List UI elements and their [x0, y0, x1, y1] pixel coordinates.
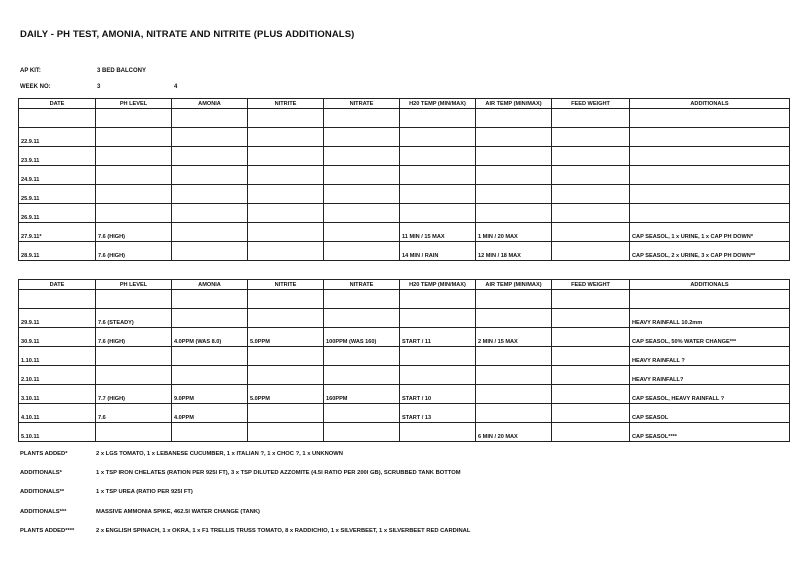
column-header: DATE	[19, 280, 96, 290]
column-header: AMONIA	[172, 280, 248, 290]
table-row	[19, 366, 790, 385]
table-row	[19, 347, 790, 366]
table-cell: 2 MIN / 15 MAX	[476, 328, 552, 347]
table-cell	[248, 166, 324, 185]
table-row	[19, 166, 790, 185]
table-cell	[630, 290, 790, 309]
table-cell	[248, 128, 324, 147]
ap-kit-value: 3 BED BALCONY	[97, 68, 147, 74]
column-header: ADDITIONALS	[630, 99, 790, 109]
table-cell: 6 MIN / 20 MAX	[476, 423, 552, 442]
table-cell	[400, 290, 476, 309]
table-cell	[400, 166, 476, 185]
date-cell: 2.10.11	[19, 366, 96, 385]
table-cell	[172, 109, 248, 128]
table-cell: CAP SEASOL, HEAVY RAINFALL ?	[630, 385, 790, 404]
table-cell	[552, 309, 630, 328]
table-cell	[172, 242, 248, 261]
table-cell	[630, 147, 790, 166]
column-header: ADDITIONALS	[630, 280, 790, 290]
table-cell: CAP SEASOL, 2 x URINE, 3 x CAP PH DOWN**	[630, 242, 790, 261]
table-cell	[248, 290, 324, 309]
week-label: WEEK NO:	[20, 84, 51, 90]
week-value-1: 3	[97, 84, 101, 90]
table-cell	[552, 347, 630, 366]
table-cell: CAP SEASOL	[630, 404, 790, 423]
table-cell	[552, 366, 630, 385]
table-cell	[552, 185, 630, 204]
table-cell	[552, 290, 630, 309]
table-cell	[96, 423, 172, 442]
table-cell	[248, 366, 324, 385]
table-cell	[248, 423, 324, 442]
table-row	[19, 128, 790, 147]
table-row	[19, 423, 790, 442]
table-cell	[172, 423, 248, 442]
column-header: H20 TEMP (MIN/MAX)	[400, 280, 476, 290]
table-cell	[324, 309, 400, 328]
table-cell	[96, 366, 172, 385]
note-row	[20, 528, 780, 547]
table-cell	[400, 423, 476, 442]
column-header: PH LEVEL	[96, 99, 172, 109]
table-cell	[630, 185, 790, 204]
table-cell	[476, 204, 552, 223]
table-cell	[552, 128, 630, 147]
table-cell: 100PPM (WAS 160)	[324, 328, 400, 347]
date-cell: 26.9.11	[19, 204, 96, 223]
table-cell	[552, 385, 630, 404]
table-cell	[400, 147, 476, 166]
note-label: ADDITIONALS*	[20, 470, 62, 477]
date-cell: 25.9.11	[19, 185, 96, 204]
table-cell: 7.6 (STEADY)	[96, 309, 172, 328]
table-cell	[96, 109, 172, 128]
table-cell	[552, 204, 630, 223]
table-cell	[476, 166, 552, 185]
date-cell: 24.9.11	[19, 166, 96, 185]
table-cell	[400, 347, 476, 366]
table-cell: START / 13	[400, 404, 476, 423]
table-row	[19, 328, 790, 347]
table-row	[19, 385, 790, 404]
table-cell	[248, 404, 324, 423]
table-cell: 7.6	[96, 404, 172, 423]
table-cell	[172, 128, 248, 147]
table-cell: 7.7 (HIGH)	[96, 385, 172, 404]
table-cell	[172, 290, 248, 309]
table-cell: 7.6 (HIGH)	[96, 328, 172, 347]
table-cell	[476, 366, 552, 385]
table-cell: 160PPM	[324, 385, 400, 404]
table-cell	[96, 290, 172, 309]
table-cell: START / 11	[400, 328, 476, 347]
table-cell	[324, 147, 400, 166]
date-cell	[19, 290, 96, 309]
table-cell: 11 MIN / 15 MAX	[400, 223, 476, 242]
note-row	[20, 509, 780, 528]
table-cell	[172, 185, 248, 204]
table-cell	[172, 366, 248, 385]
date-cell: 5.10.11	[19, 423, 96, 442]
table-row	[19, 290, 790, 309]
table-cell	[324, 404, 400, 423]
date-cell: 1.10.11	[19, 347, 96, 366]
table-cell	[476, 185, 552, 204]
date-cell: 28.9.11	[19, 242, 96, 261]
log-table-week-3	[18, 98, 790, 261]
table-cell: 1 MIN / 20 MAX	[476, 223, 552, 242]
table-cell	[96, 185, 172, 204]
page-title: DAILY - PH TEST, AMONIA, NITRATE AND NITRITE (PLUS ADDITIONALS)	[20, 29, 355, 40]
note-text: MASSIVE AMMONIA SPIKE, 462.5l WATER CHANGE (TANK)	[96, 508, 260, 515]
column-header: NITRITE	[248, 280, 324, 290]
table-row	[19, 309, 790, 328]
column-header: NITRATE	[324, 99, 400, 109]
table-cell	[400, 109, 476, 128]
table-cell	[172, 166, 248, 185]
table-cell	[552, 147, 630, 166]
note-row	[20, 470, 780, 489]
table-cell	[324, 128, 400, 147]
table-row	[19, 242, 790, 261]
table-cell	[476, 404, 552, 423]
table-cell	[324, 290, 400, 309]
table-row	[19, 204, 790, 223]
note-text: 1 x TSP IRON CHELATES (RATION PER 925l FT), 3 x TSP DILUTED AZZOMITE (4.5l RATIO PER 200l GB), SCRUBBED TANK BOTTOM	[96, 470, 461, 477]
notes-section	[20, 451, 780, 547]
date-cell: 3.10.11	[19, 385, 96, 404]
note-row	[20, 451, 780, 470]
table-cell	[248, 223, 324, 242]
table-cell	[172, 204, 248, 223]
table-cell	[630, 109, 790, 128]
table-cell	[630, 128, 790, 147]
table-cell: HEAVY RAINFALL ?	[630, 347, 790, 366]
table-row	[19, 185, 790, 204]
table-cell	[96, 147, 172, 166]
table-cell	[400, 309, 476, 328]
column-header: H20 TEMP (MIN/MAX)	[400, 99, 476, 109]
table-cell	[172, 223, 248, 242]
column-header: AIR TEMP (MIN/MAX)	[476, 280, 552, 290]
table-cell	[476, 385, 552, 404]
date-cell: 23.9.11	[19, 147, 96, 166]
table-cell	[476, 128, 552, 147]
table-row	[19, 223, 790, 242]
table-cell	[248, 204, 324, 223]
date-cell: 30.9.11	[19, 328, 96, 347]
table-cell: 12 MIN / 18 MAX	[476, 242, 552, 261]
table-header-row	[19, 99, 790, 109]
table-cell	[248, 347, 324, 366]
ap-kit-label: AP KIT:	[20, 68, 41, 74]
table-cell	[552, 223, 630, 242]
column-header: FEED WEIGHT	[552, 280, 630, 290]
table-cell	[400, 204, 476, 223]
table-cell: CAP SEASOL, 50% WATER CHANGE***	[630, 328, 790, 347]
table-cell	[324, 423, 400, 442]
table-cell	[400, 185, 476, 204]
column-header: DATE	[19, 99, 96, 109]
table-cell	[400, 366, 476, 385]
table-cell: CAP SEASOL****	[630, 423, 790, 442]
table-cell	[324, 109, 400, 128]
note-label: PLANTS ADDED*	[20, 451, 68, 457]
table-cell	[96, 347, 172, 366]
table-cell: 5.0PPM	[248, 385, 324, 404]
table-cell: 4.0PPM (WAS 8.0)	[172, 328, 248, 347]
table-cell	[96, 128, 172, 147]
note-label: ADDITIONALS**	[20, 489, 65, 496]
table-cell	[630, 204, 790, 223]
table-cell	[248, 242, 324, 261]
table-cell: 7.6 (HIGH)	[96, 223, 172, 242]
table-cell	[552, 166, 630, 185]
table-cell	[324, 166, 400, 185]
table-cell	[324, 185, 400, 204]
log-table-week-4	[18, 279, 790, 442]
date-cell: 22.9.11	[19, 128, 96, 147]
table-cell: HEAVY RAINFALL 10.2mm	[630, 309, 790, 328]
table-cell	[476, 290, 552, 309]
table-cell	[248, 309, 324, 328]
table-row	[19, 109, 790, 128]
table-cell: CAP SEASOL, 1 x URINE, 1 x CAP PH DOWN*	[630, 223, 790, 242]
table-cell	[476, 109, 552, 128]
table-cell	[476, 147, 552, 166]
table-cell	[552, 328, 630, 347]
table-cell	[172, 309, 248, 328]
table-cell	[248, 185, 324, 204]
note-row	[20, 489, 780, 508]
table-cell: 7.6 (HIGH)	[96, 242, 172, 261]
table-row	[19, 404, 790, 423]
column-header: NITRATE	[324, 280, 400, 290]
note-label: PLANTS ADDED****	[20, 527, 75, 534]
table-cell	[324, 242, 400, 261]
note-text: 2 x LGS TOMATO, 1 x LEBANESE CUCUMBER, 1 x ITALIAN ?, 1 x CHOC ?, 1 x UNKNOWN	[96, 451, 343, 457]
date-cell: 4.10.11	[19, 404, 96, 423]
table-cell	[324, 347, 400, 366]
table-cell	[476, 347, 552, 366]
date-cell: 27.9.11*	[19, 223, 96, 242]
table-cell	[248, 109, 324, 128]
note-text: 1 x TSP UREA (RATIO PER 925l FT)	[96, 489, 193, 496]
table-header-row	[19, 280, 790, 290]
table-cell	[172, 147, 248, 166]
table-cell	[552, 404, 630, 423]
table-cell	[324, 223, 400, 242]
table-cell	[248, 147, 324, 166]
table-cell	[400, 128, 476, 147]
table-cell	[324, 204, 400, 223]
table-cell	[324, 366, 400, 385]
note-label: ADDITIONALS***	[20, 508, 67, 515]
table-cell: 5.0PPM	[248, 328, 324, 347]
table-cell	[96, 204, 172, 223]
table-cell: 4.0PPM	[172, 404, 248, 423]
column-header: AIR TEMP (MIN/MAX)	[476, 99, 552, 109]
note-text: 2 x ENGLISH SPINACH, 1 x OKRA, 1 x F1 TRELLIS TRUSS TOMATO, 8 x RADDICHIO, 1 x SILVERBEET, 1 x SILVERBEET RED CARDINAL	[96, 527, 471, 534]
table-cell: 9.0PPM	[172, 385, 248, 404]
table-row	[19, 147, 790, 166]
table-cell: HEAVY RAINFALL?	[630, 366, 790, 385]
column-header: PH LEVEL	[96, 280, 172, 290]
table-cell	[96, 166, 172, 185]
date-cell	[19, 109, 96, 128]
table-cell: START / 10	[400, 385, 476, 404]
table-cell	[552, 109, 630, 128]
week-value-2: 4	[174, 84, 178, 90]
column-header: FEED WEIGHT	[552, 99, 630, 109]
column-header: NITRITE	[248, 99, 324, 109]
table-cell	[476, 309, 552, 328]
table-cell	[630, 166, 790, 185]
table-cell	[552, 423, 630, 442]
table-cell	[552, 242, 630, 261]
table-cell: 14 MIN / RAIN	[400, 242, 476, 261]
date-cell: 29.9.11	[19, 309, 96, 328]
table-cell	[172, 347, 248, 366]
column-header: AMONIA	[172, 99, 248, 109]
